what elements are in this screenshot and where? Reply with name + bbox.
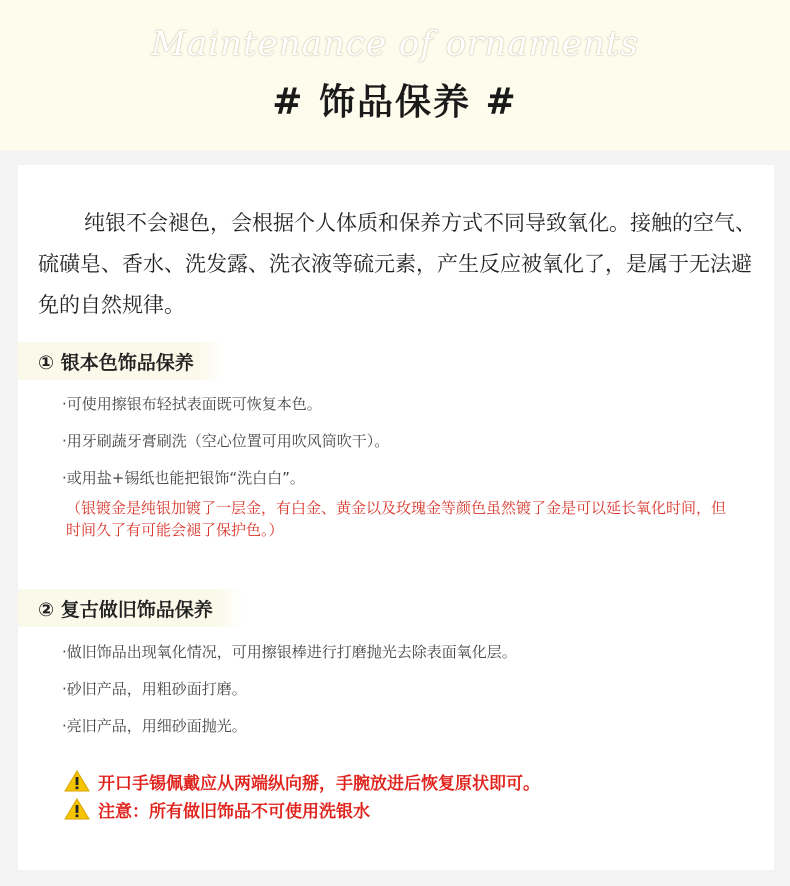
warning-text: 开口手锡佩戴应从两端纵向掰，手腕放进后恢复原状即可。 <box>98 773 540 794</box>
list-item: ·或用盐+锡纸也能把银饰“洗白白”。 <box>62 469 305 487</box>
warning-icon <box>64 798 90 820</box>
header-banner <box>0 0 790 150</box>
intro-paragraph: 纯银不会褪色，会根据个人体质和保养方式不同导致氧化。接触的空气、硫磺皂、香水、洗发露、洗衣液等硫元素，产生反应被氧化了，是属于无法避免的自然规律。 <box>38 211 756 317</box>
page-title: # 饰品保养 # <box>272 81 518 123</box>
list-item: ·做旧饰品出现氧化情况，可用擦银棒进行打磨抛光去除表面氧化层。 <box>62 643 517 661</box>
section-title-vintage: ② 复古做旧饰品保养 <box>38 598 213 621</box>
section-heading-silver <box>18 342 224 380</box>
list-item: ·用牙刷蔬牙膏刷洗（空心位置可用吹风筒吹干）。 <box>62 432 390 450</box>
list-item: ·亮旧产品，用细砂面抛光。 <box>62 717 247 735</box>
section-heading-vintage <box>18 589 243 627</box>
warning-line <box>64 768 540 794</box>
list-item: ·砂旧产品，用粗砂面打磨。 <box>62 680 247 698</box>
warning-text: 注意：所有做旧饰品不可使用洗银水 <box>98 801 370 822</box>
warning-line <box>64 796 370 822</box>
script-title: Maintenance of ornaments <box>151 24 639 64</box>
warning-icon <box>64 770 90 792</box>
list-item: ·可使用擦银布轻拭表面既可恢复本色。 <box>62 395 322 413</box>
gold-plating-note: （银镀金是纯银加镀了一层金，有白金、黄金以及玫瑰金等颜色虽然镀了金是可以延长氧化时间，但时间久了有可能会褪了保护色。） <box>66 499 727 539</box>
content-card <box>18 165 774 870</box>
section-title-silver: ① 银本色饰品保养 <box>38 351 194 374</box>
